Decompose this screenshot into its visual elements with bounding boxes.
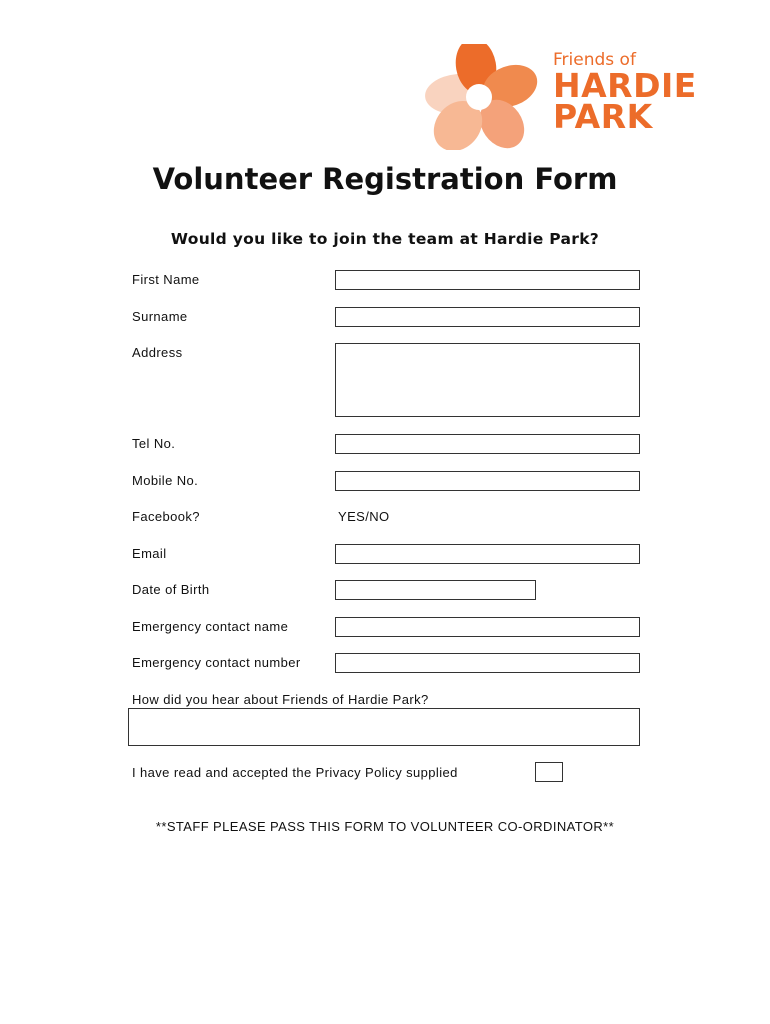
address-label: Address bbox=[132, 345, 183, 360]
email-field[interactable] bbox=[335, 544, 640, 564]
privacy-checkbox[interactable] bbox=[535, 762, 563, 782]
mobile-field[interactable] bbox=[335, 471, 640, 491]
facebook-label: Facebook? bbox=[132, 509, 200, 524]
dob-field[interactable] bbox=[335, 580, 536, 600]
heard-about-field[interactable] bbox=[128, 708, 640, 746]
logo-line-hardie: HARDIE bbox=[553, 66, 697, 105]
privacy-label: I have read and accepted the Privacy Policy supplied bbox=[132, 765, 458, 780]
logo-wordmark bbox=[553, 50, 697, 136]
address-field[interactable] bbox=[335, 343, 640, 417]
emergency-name-label: Emergency contact name bbox=[132, 619, 289, 634]
surname-field[interactable] bbox=[335, 307, 640, 327]
emergency-name-field[interactable] bbox=[335, 617, 640, 637]
tel-field[interactable] bbox=[335, 434, 640, 454]
facebook-yes-no[interactable]: YES/NO bbox=[338, 509, 390, 524]
staff-note: **STAFF PLEASE PASS THIS FORM TO VOLUNTEER CO-ORDINATOR** bbox=[155, 819, 615, 834]
email-label: Email bbox=[132, 546, 167, 561]
first-name-label: First Name bbox=[132, 272, 200, 287]
logo-line-park: PARK bbox=[553, 97, 653, 136]
heard-about-label: How did you hear about Friends of Hardie Park? bbox=[132, 692, 429, 707]
logo-line-friends-of: Friends of bbox=[553, 50, 636, 70]
form-subtitle: Would you like to join the team at Hardie Park? bbox=[170, 230, 600, 248]
dob-label: Date of Birth bbox=[132, 582, 210, 597]
emergency-number-field[interactable] bbox=[335, 653, 640, 673]
first-name-field[interactable] bbox=[335, 270, 640, 290]
emergency-number-label: Emergency contact number bbox=[132, 655, 301, 670]
mobile-label: Mobile No. bbox=[132, 473, 199, 488]
tel-label: Tel No. bbox=[132, 436, 176, 451]
form-title: Volunteer Registration Form bbox=[152, 162, 618, 196]
surname-label: Surname bbox=[132, 309, 188, 324]
flower-center bbox=[466, 84, 492, 110]
hardie-park-flower-logo bbox=[418, 44, 542, 150]
